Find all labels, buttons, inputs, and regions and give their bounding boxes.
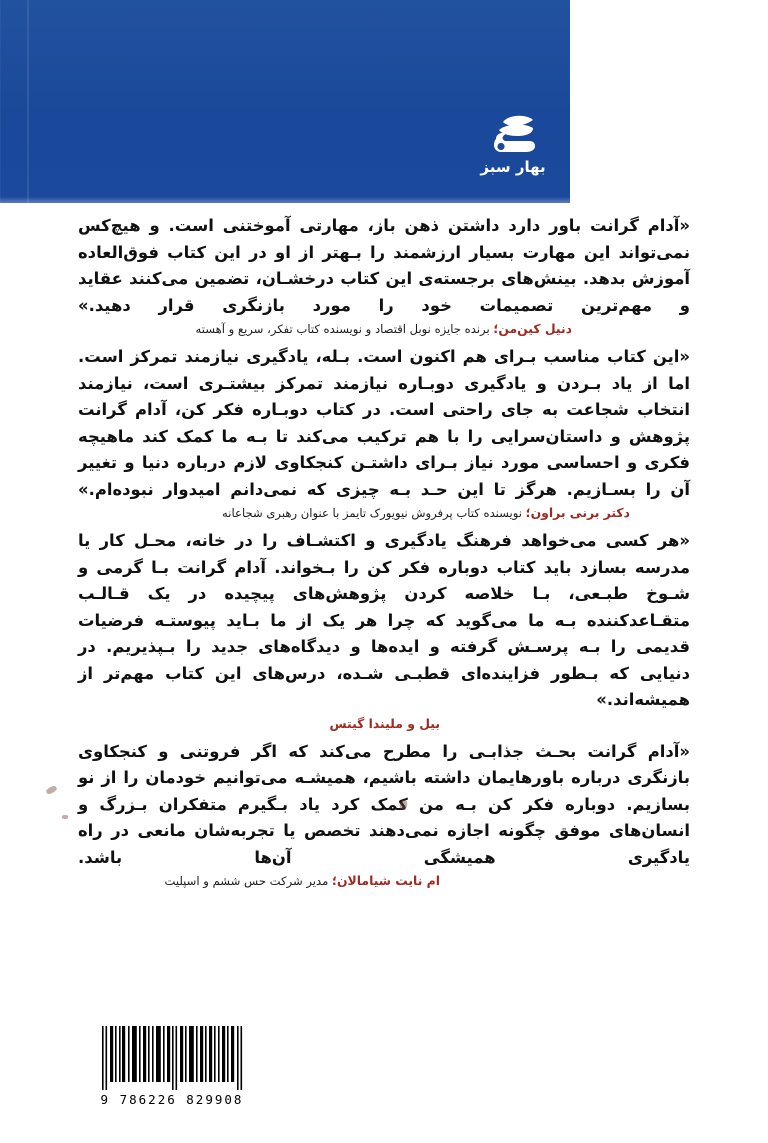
publisher-color-band [0, 0, 570, 203]
isbn-digits: 9 786226 829908 [100, 1092, 244, 1107]
scan-speckle [45, 785, 58, 795]
endorsement-author-credential: نویسنده کتاب پرفروش نیویورک تایمز با عنوان رهبری شجاعانه [222, 506, 526, 520]
endorsement-quote: «آدام گرانت باور دارد داشتن ذهن باز، مهارتی آموختنی است. و هیچ‌کس نمی‌تواند این مهارت بسیار ارزشمند را بـهتر از او در این کتاب فوق‌العاده آموزش بدهد. بینش‌های برجسته‌ی این کتاب درخشـان، تضمین می‌کنند عقاید و مهم‌ترین تصمیمات خود را مورد بازنگری قرار دهید.» [78, 216, 690, 315]
endorsement-quote: «این کتاب مناسب بـرای هم اکنون است. بـله، یادگیری نیازمند تمرکز است. اما از یاد بـردن و یادگیری دوبـاره نیازمند تمرکز بیشتـری است، نیازمند انتخاب شجاعت به جای راحتی است. در کتاب دوبـاره فکر کن، آدام گرانت پژوهش و داستان‌سرایی را با هم ترکیب می‌کند تا بـه ما کمک کند ماهیچه فکری و احساسی مورد نیاز بـرای داشتـن کنجکاوی لازم درباره دنیا و تغییر آن را بسـازیم. هرگز تا این حـد بـه چیزی که نمی‌دانم امیدوار نبوده‌ام.» [78, 347, 690, 499]
endorsement-author-credential: برنده جایزه نوبل اقتصاد و نویسنده کتاب تفکر، سریع و آهسته [195, 322, 494, 336]
leaf-book-icon [487, 112, 539, 158]
endorsement-attribution [78, 873, 690, 889]
barcode-icon [98, 1026, 246, 1090]
endorsement-author-name: بیل و ملیندا گیتس [329, 715, 440, 731]
endorsement-attribution [78, 716, 690, 732]
endorsements-section [78, 213, 690, 896]
endorsement-quote: «هر کسی می‌خواهد فرهنگ یادگیری و اکتشـاف را در خانه، محـل کار یا مدرسه بسازد باید کتاب دوباره فکر کن را بـخواند. آدام گرانت بـا گرمی و شـوخ طبـعی، بـا خلاصه کردن پژوهش‌های پیچیده در یک قـالـب متقـاعدکننده بـه ما می‌گوید که چرا هر یک از ما بـاید پیوستـه فرضیات قدیمی را بـه پرسـش گرفته و ایده‌ها و دیدگاه‌های جدید را بـپذیریم. در دنیایی که بـطور فزاینده‌ای قطبـی شـده، درس‌های این کتاب مهم‌تر از همیشه‌اند.» [78, 531, 690, 709]
scan-speckle [62, 815, 68, 819]
endorsement-attribution [78, 321, 690, 337]
endorsement-author-name: ام نایت شیامالان؛ [331, 873, 440, 888]
publisher-logo [474, 112, 552, 188]
endorsement-quote: «آدام گرانت بحـث جذابـی را مطرح می‌کند که اگر فروتنی و کنجکاوی بازنگری درباره باورهایمان داشته باشیم، همیشـه می‌توانیم خودمان را از نو بسازیم. دوباره فکر کن بـه من کمک کرد یاد بـگیرم متفکران بـزرگ و انسان‌های موفق چگونه اجازه نمی‌دهند تخصص یا تجربه‌شان مانعی در راه یادگیری همیشگی آن‌ها باشد. [78, 741, 690, 867]
isbn-barcode [98, 1026, 246, 1107]
publisher-name: بهار سبز [480, 158, 546, 176]
endorsement-attribution [78, 505, 690, 521]
endorsement-author-name: دنیل کین‌من؛ [493, 321, 572, 336]
endorsement-author-credential: مدیر شرکت حس ششم و اسپلیت [164, 874, 332, 888]
band-fold-seam [27, 0, 29, 203]
endorsement-author-name: دکتر برنی براون؛ [525, 505, 630, 520]
